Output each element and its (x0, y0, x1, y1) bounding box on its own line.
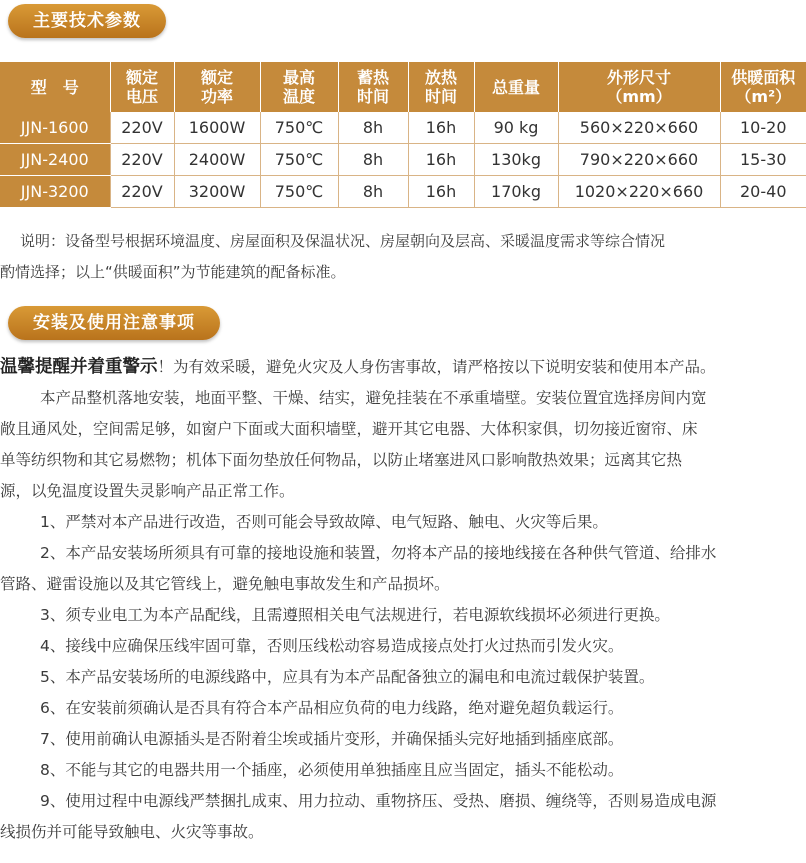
instruction-line: 管路、避雷设施以及其它管线上，避免触电事故发生和产品损坏。 (0, 575, 450, 593)
table-cell: 220V (110, 144, 174, 176)
table-header-cell (110, 62, 174, 112)
section-title-install-notes: 安装及使用注意事项 (8, 306, 220, 340)
table-header-cell (408, 62, 474, 112)
header-text: （m²） (735, 87, 792, 106)
section-title-tech-params: 主要技术参数 (8, 4, 166, 38)
header-text: 最高 (282, 68, 315, 87)
table-header-cell (720, 62, 806, 112)
table-cell: 220V (110, 176, 174, 208)
table-header-cell (0, 62, 110, 112)
instruction-line: 7、使用前确认电源插头是否附着尘埃或插片变形，并确保插头完好地插到插座底部。 (40, 730, 624, 748)
table-cell: 15-30 (720, 144, 806, 176)
table-cell: 8h (338, 112, 408, 144)
instruction-line: 1、严禁对本产品进行改造，否则可能会导致故障、电气短路、触电、火灾等后果。 (40, 513, 608, 531)
header-text: 总重量 (491, 77, 540, 97)
instruction-line: 9、使用过程中电源线严禁捆扎成束、用力拉动、重物挤压、受热、磨损、缠绕等，否则易造成电源 (40, 792, 717, 810)
table-cell: 8h (338, 176, 408, 208)
instruction-line: 6、在安装前须确认是否具有符合本产品相应负荷的电力线路，绝对避免超负载运行。 (40, 699, 624, 717)
table-row (0, 176, 806, 208)
header-text: 蓄热 (356, 68, 389, 87)
table-cell: 8h (338, 144, 408, 176)
instruction-line: 本产品整机落地安装，地面平整、干燥、结实，避免挂装在不承重墙壁。安装位置宜选择房间内宽 (40, 389, 707, 407)
header-text: 温度 (282, 87, 315, 106)
instruction-line: 敞且通风处，空间需足够，如窗户下面或大面积墙壁，避开其它电器、大体积家俱，切勿接近窗帘、床 (0, 420, 698, 438)
table-cell: 170kg (474, 176, 558, 208)
table-cell: 16h (408, 176, 474, 208)
table-header-row (0, 62, 806, 112)
table-header-cell (474, 62, 558, 112)
spec-note (0, 226, 806, 288)
model-cell: JJN-3200 (0, 176, 110, 208)
model-cell: JJN-2400 (0, 144, 110, 176)
table-row (0, 112, 806, 144)
table-header-cell (558, 62, 720, 112)
table-cell: 1020×220×660 (558, 176, 720, 208)
model-cell: JJN-1600 (0, 112, 110, 144)
header-text: 放热 (424, 68, 457, 87)
header-text: 时间 (356, 87, 389, 106)
note-line-2: 酌情选择；以上“供暖面积”为节能建筑的配备标准。 (0, 263, 346, 281)
table-cell: 20-40 (720, 176, 806, 208)
table-cell: 750℃ (260, 176, 338, 208)
table-cell: 130kg (474, 144, 558, 176)
warning-text: ！为有效采暖，避免火灾及人身伤害事故，请严格按以下说明安装和使用本产品。 (157, 358, 716, 376)
instruction-line: 源，以免温度设置失灵影响产品正常工作。 (0, 482, 295, 500)
table-cell: 2400W (174, 144, 260, 176)
table-cell: 16h (408, 112, 474, 144)
header-text: 额定 (125, 68, 158, 87)
table-cell: 1600W (174, 112, 260, 144)
table-cell: 220V (110, 112, 174, 144)
header-text: 额定 (200, 68, 233, 87)
table-row (0, 144, 806, 176)
header-text: 时间 (424, 87, 457, 106)
header-text: 外形尺寸 (606, 68, 671, 87)
table-header-cell (260, 62, 338, 112)
note-line-1: 说明：设备型号根据环境温度、房屋面积及保温状况、房屋朝向及层高、采暖温度需求等综合情况 (20, 232, 666, 250)
header-text: （mm） (606, 87, 672, 106)
table-cell: 560×220×660 (558, 112, 720, 144)
instruction-line: 4、接线中应确保压线牢固可靠，否则压线松动容易造成接点处打火过热而引发火灾。 (40, 637, 624, 655)
instruction-line: 5、本产品安装场所的电源线路中，应具有为本产品配备独立的漏电和电流过载保护装置。 (40, 668, 655, 686)
table-header-cell (338, 62, 408, 112)
table-cell: 10-20 (720, 112, 806, 144)
table-cell: 750℃ (260, 144, 338, 176)
header-text: 电压 (125, 87, 158, 106)
instruction-line: 线损伤并可能导致触电、火灾等事故。 (0, 823, 264, 841)
table-cell: 750℃ (260, 112, 338, 144)
spec-table (0, 62, 806, 208)
instruction-line: 8、不能与其它的电器共用一个插座，必须使用单独插座且应当固定，插头不能松动。 (40, 761, 624, 779)
table-cell: 3200W (174, 176, 260, 208)
table-cell: 16h (408, 144, 474, 176)
table-cell: 90 kg (474, 112, 558, 144)
instruction-line: 3、须专业电工为本产品配线，且需遵照相关电气法规进行，若电源软线损坏必须进行更换。 (40, 606, 670, 624)
table-header-cell (174, 62, 260, 112)
instruction-line: 单等纺织物和其它易燃物；机体下面勿垫放任何物品，以防止堵塞进风口影响散热效果；远离其它热 (0, 451, 683, 469)
warning-title: 温馨提醒并着重警示 (0, 357, 158, 377)
header-text: 功率 (200, 87, 233, 106)
table-cell: 790×220×660 (558, 144, 720, 176)
instruction-line: 2、本产品安装场所须具有可靠的接地设施和装置，勿将本产品的接地线接在各种供气管道、给排水 (40, 544, 717, 562)
header-text: 供暖面积 (731, 68, 796, 87)
warning-line (0, 352, 806, 383)
install-instructions (0, 352, 806, 848)
header-text: 型 号 (30, 77, 79, 97)
